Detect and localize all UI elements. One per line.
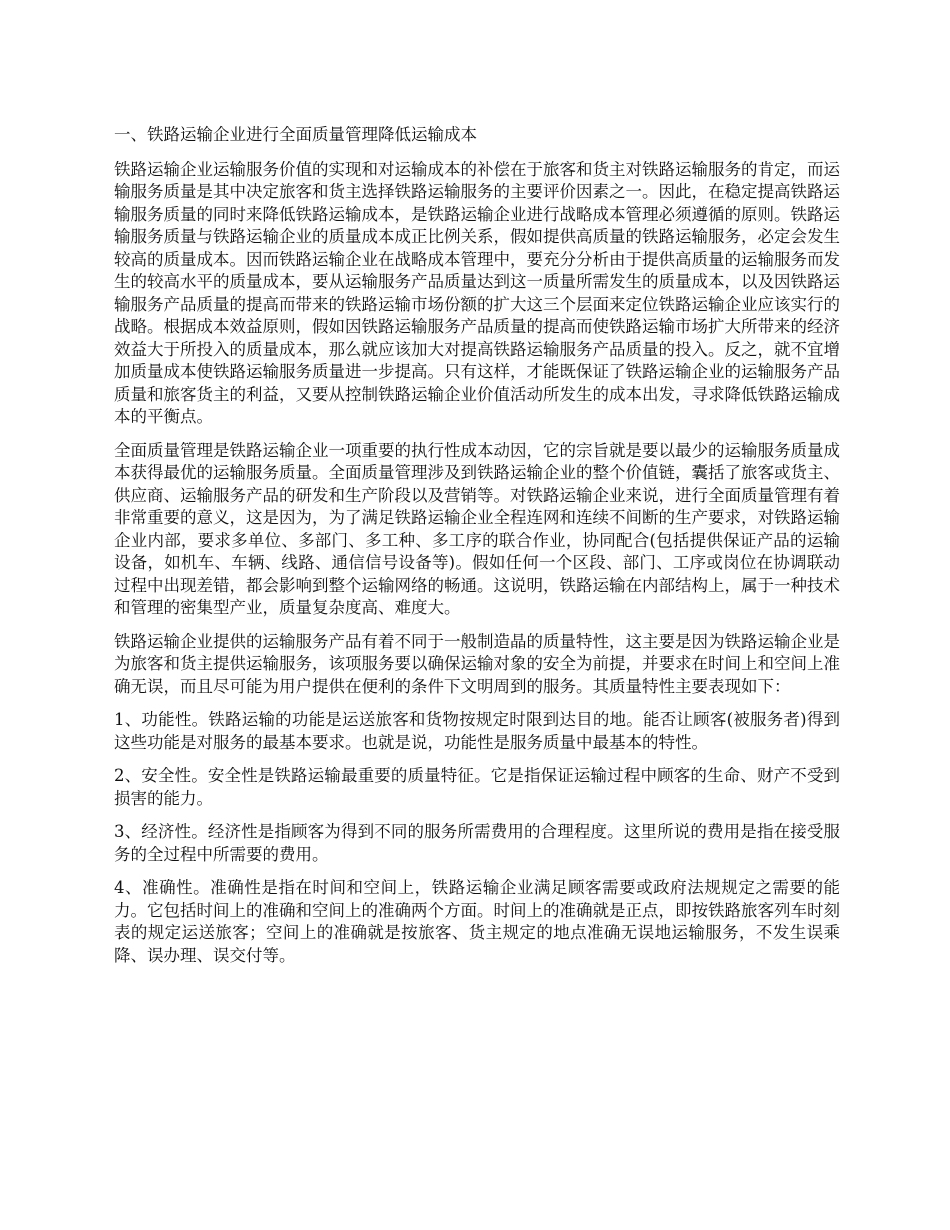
paragraph-safety: 2、安全性。安全性是铁路运输最重要的质量特征。它是指保证运输过程中顾客的生命、财产不受到损害的能力。 bbox=[114, 766, 840, 808]
paragraph-functionality: 1、功能性。铁路运输的功能是运送旅客和货物按规定时限到达目的地。能否让顾客(被服务者)得到这些功能是对服务的最基本要求。也就是说，功能性是服务质量中最基本的特性。 bbox=[114, 710, 840, 752]
document-page bbox=[114, 124, 840, 978]
section-heading: 一、铁路运输企业进行全面质量管理降低运输成本 bbox=[114, 125, 477, 144]
paragraph-economy: 3、经济性。经济性是指顾客为得到不同的服务所需费用的合理程度。这里所说的费用是指在接受服务的全过程中所需要的费用。 bbox=[114, 822, 840, 864]
paragraph-accuracy: 4、准确性。准确性是指在时间和空间上，铁路运输企业满足顾客需要或政府法规规定之需要的能力。它包括时间上的准确和空间上的准确两个方面。时间上的准确就是正点，即按铁路旅客列车时刻表的规定运送旅客；空间上的准确就是按旅客、货主规定的地点准确无误地运输服务，不发生误乘降、误办理、误交付等。 bbox=[114, 878, 840, 965]
paragraph-cost-quality: 铁路运输企业运输服务价值的实现和对运输成本的补偿在于旅客和货主对铁路运输服务的肯定，而运输服务质量是其中决定旅客和货主选择铁路运输服务的主要评价因素之一。因此，在稳定提高铁路运输服务质量的同时来降低铁路运输成本，是铁路运输企业进行战略成本管理必须遵循的原则。铁路运输服务质量与铁路运输企业的质量成本成正比例关系，假如提供高质量的铁路运输服务，必定会发生较高的质量成本。因而铁路运输企业在战略成本管理中，要充分分析由于提供高质量的运输服务而发生的较高水平的质量成本，要从运输服务产品质量达到这一质量所需发生的质量成本，以及因铁路运输服务产品质量的提高而带来的铁路运输市场份额的扩大这三个层面来定位铁路运输企业应该实行的战略。根据成本效益原则，假如因铁路运输服务产品质量的提高而使铁路运输市场扩大所带来的经济效益大于所投入的质量成本，那么就应该加大对提高铁路运输服务产品质量的投入。反之，就不宜增加质量成本使铁路运输服务质量进一步提高。只有这样，才能既保证了铁路运输企业的运输服务产品质量和旅客货主的利益，又要从控制铁路运输企业价值活动所发生的成本出发，寻求降低铁路运输成本的平衡点。 bbox=[114, 159, 840, 426]
paragraph-tqm: 全面质量管理是铁路运输企业一项重要的执行性成本动因，它的宗旨就是要以最少的运输服务质量成本获得最优的运输服务质量。全面质量管理涉及到铁路运输企业的整个价值链，囊括了旅客或货主、供应商、运输服务产品的研发和生产阶段以及营销等。对铁路运输企业来说，进行全面质量管理有着非常重要的意义，这是因为，为了满足铁路运输企业全程连网和连续不间断的生产要求，对铁路运输企业内部，要求多单位、多部门、多工种、多工序的联合作业，协同配合(包括提供保证产品的运输设备，如机车、车辆、线路、通信信号设备等)。假如任何一个区段、部门、工序或岗位在协调联动过程中出现差错，都会影响到整个运输网络的畅通。这说明，铁路运输在内部结构上，属于一种技术和管理的密集型产业，质量复杂度高、难度大。 bbox=[114, 440, 840, 617]
paragraph-quality-traits-intro: 铁路运输企业提供的运输服务产品有着不同于一般制造晶的质量特性，这主要是因为铁路运输企业是为旅客和货主提供运输服务，该项服务要以确保运输对象的安全为前提，并要求在时间上和空间上准确无误，而且尽可能为用户提供在便利的条件下文明周到的服务。其质量特性主要表现如下： bbox=[114, 631, 840, 696]
